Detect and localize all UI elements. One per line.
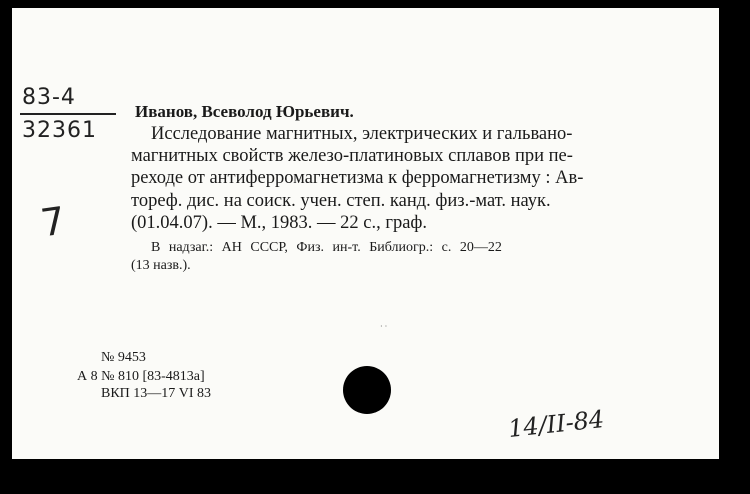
description-line: (01.04.07). — М., 1983. — 22 с., граф. [131,213,428,233]
shelfmark-bottom: 32361 [22,118,97,143]
author-heading: Иванов, Всеволод Юрьевич. [135,102,354,121]
description-line: реходе от антиферромагнетизма к ферромагнетизму : Ав- [131,168,584,188]
registration-code: А 8 № 810 [83-4813а] [77,369,205,384]
bibliographic-note: (13 назв.). [131,258,191,273]
punch-hole [343,366,391,414]
ink-specks: · · [380,322,388,331]
shelfmark-divider [20,113,116,115]
handwritten-mark: 7 [38,198,69,246]
vkp-code: ВКП 13—17 VI 83 [101,386,212,401]
description-line: Исследование магнитных, электрических и гальвано- [151,124,573,144]
description-line: магнитных свойств железо-платиновых сплавов при пе- [131,146,573,166]
shelfmark-top: 83-4 [22,85,76,110]
registration-number: № 9453 [101,350,146,365]
handwritten-date: 14/II-84 [506,405,606,443]
description-line: тореф. дис. на соиск. учен. степ. канд. физ.-мат. наук. [131,191,551,211]
bibliographic-note: В надзаг.: АН СССР, Физ. ин-т. Библиогр.: с. 20—22 [151,240,502,255]
